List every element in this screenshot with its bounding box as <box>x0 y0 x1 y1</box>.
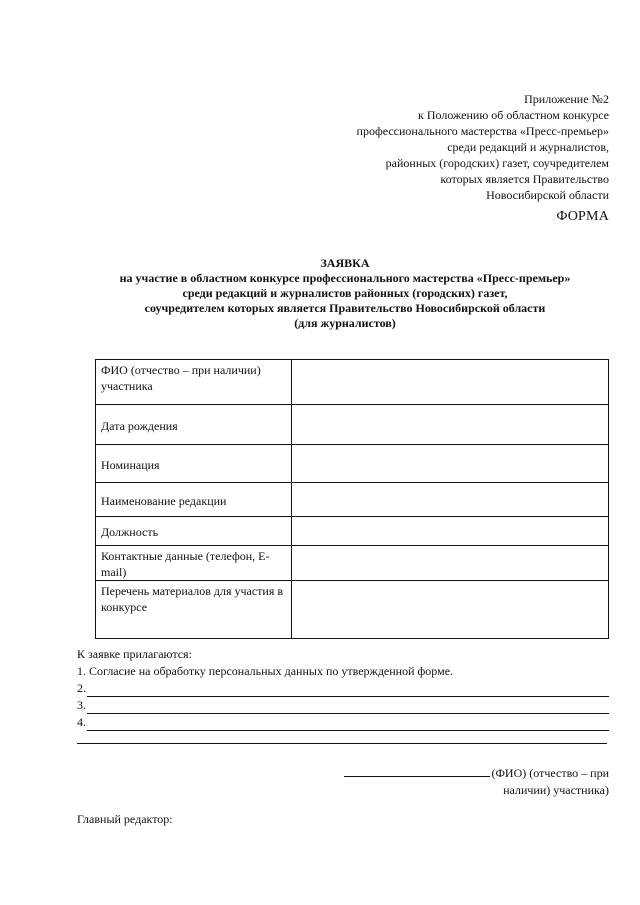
attachment-number: 4. <box>77 715 86 729</box>
appendix-line: среди редакций и журналистов, <box>447 140 609 154</box>
signature-caption: (ФИО) (отчество – при <box>491 766 609 780</box>
title-heading: ЗАЯВКА <box>320 256 370 270</box>
form-label: ФОРМА <box>556 209 609 224</box>
title-line: среди редакций и журналистов районных (городских) газет, <box>182 286 508 300</box>
table-row <box>96 546 609 581</box>
attachments-intro: К заявке прилагаются: <box>77 647 192 661</box>
attachments-section <box>77 646 609 748</box>
row-label-nomination: Номинация <box>96 445 292 483</box>
row-label-materials: Перечень материалов для участия в конкурсе <box>96 581 292 639</box>
appendix-line: Новосибирской области <box>486 188 609 202</box>
row-label-birth-date: Дата рождения <box>96 405 292 445</box>
chief-editor-label: Главный редактор: <box>77 812 173 826</box>
row-value-materials[interactable] <box>292 581 609 639</box>
table-row <box>96 581 609 639</box>
table-row <box>96 405 609 445</box>
attachment-blank-line[interactable] <box>87 717 609 731</box>
table-row <box>96 517 609 546</box>
row-value-editorial-office[interactable] <box>292 483 609 517</box>
row-label-editorial-office: Наименование редакции <box>96 483 292 517</box>
document-title <box>40 256 640 331</box>
row-label-contacts: Контактные данные (телефон, E-mail) <box>96 546 292 581</box>
table-row <box>96 360 609 405</box>
title-line: соучредителем которых является Правительство Новосибирской области <box>144 301 546 315</box>
title-line: на участие в областном конкурсе профессионального мастерства «Пресс-премьер» <box>119 271 571 285</box>
table-row <box>96 483 609 517</box>
signature-line-1 <box>344 765 609 782</box>
attachment-item-4 <box>77 714 609 731</box>
appendix-note <box>357 91 609 203</box>
row-value-position[interactable] <box>292 517 609 546</box>
attachment-number: 3. <box>77 698 86 712</box>
participant-signature <box>344 765 609 799</box>
application-form-table <box>95 359 609 639</box>
row-value-nomination[interactable] <box>292 445 609 483</box>
signature-blank-line[interactable] <box>344 765 490 777</box>
attachment-blank-line[interactable] <box>87 683 609 697</box>
appendix-line: которых является Правительство <box>440 172 609 186</box>
attachment-extra-blank-line[interactable] <box>77 731 607 744</box>
table-row <box>96 445 609 483</box>
row-value-contacts[interactable] <box>292 546 609 581</box>
attachment-item-1: 1. Согласие на обработку персональных данных по утвержденной форме. <box>77 664 454 678</box>
appendix-line: Приложение №2 <box>524 92 609 106</box>
signature-caption: наличии) участника) <box>503 783 609 797</box>
attachment-extra-row <box>77 731 609 748</box>
attachment-item-3 <box>77 697 609 714</box>
appendix-line: профессионального мастерства «Пресс-премьер» <box>356 124 609 138</box>
row-label-full-name: ФИО (отчество – при наличии) участника <box>96 360 292 405</box>
attachment-item-2 <box>77 680 609 697</box>
row-value-birth-date[interactable] <box>292 405 609 445</box>
appendix-line: районных (городских) газет, соучредителем <box>385 156 609 170</box>
title-line: (для журналистов) <box>294 316 396 330</box>
row-value-full-name[interactable] <box>292 360 609 405</box>
attachment-blank-line[interactable] <box>87 700 609 714</box>
row-label-position: Должность <box>96 517 292 546</box>
appendix-line: к Положению об областном конкурсе <box>418 108 609 122</box>
attachment-number: 2. <box>77 681 86 695</box>
